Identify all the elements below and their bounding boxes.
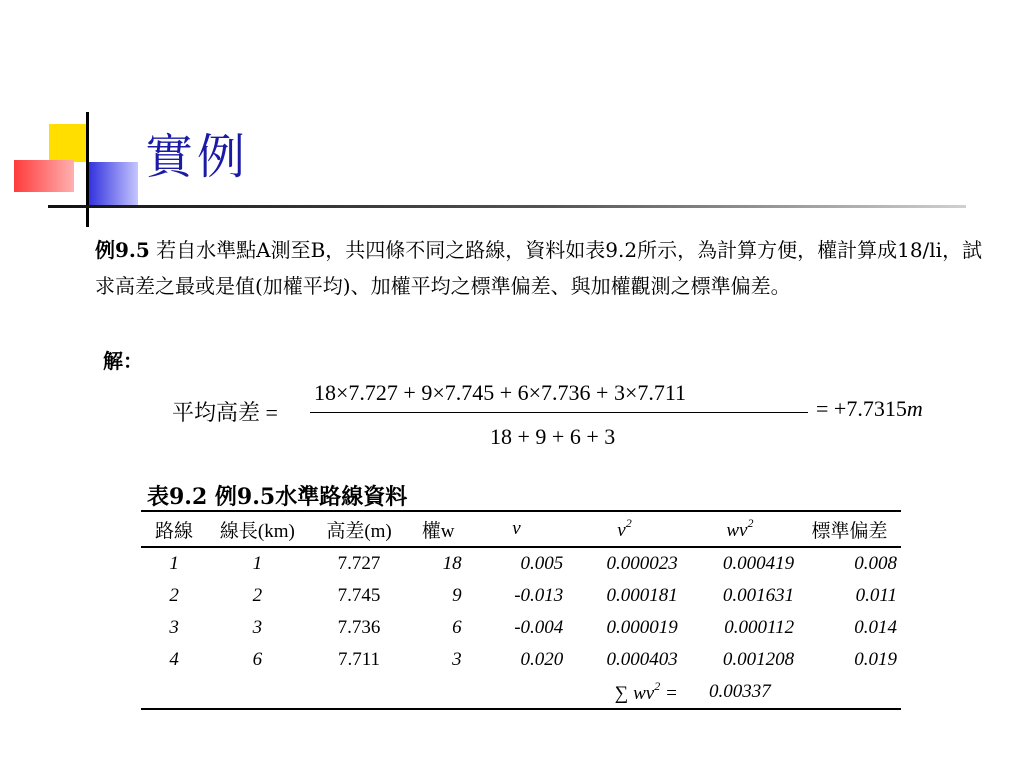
empty-cell	[141, 676, 207, 709]
formula-label: 平均高差 =	[172, 400, 278, 425]
cell-wv2: 0.000112	[724, 617, 795, 638]
cell-v2: 0.000023	[606, 553, 678, 574]
decor-yellow-square	[49, 124, 87, 162]
cell-length: 3	[252, 617, 263, 638]
cell-v2: 0.000019	[606, 617, 678, 638]
problem-text: 若自水準點A測至B，共四條不同之路線，資料如表9.2所示，為計算方便，權計算成18/li，試求高差之最或是值(加權平均)、加權平均之標準偏差、與加權觀測之標準偏差。	[95, 238, 983, 298]
header-length: 線長(km)	[207, 511, 308, 547]
formula-unit: m	[906, 396, 923, 421]
cell-std-dev: 0.019	[854, 649, 897, 670]
cell-v: 0.005	[520, 553, 564, 574]
cell-elev-diff: 7.736	[337, 617, 381, 638]
empty-cell	[466, 676, 568, 709]
table-sum-row	[141, 676, 901, 709]
table-row	[141, 644, 901, 676]
header-elev-diff: 高差(m)	[308, 511, 411, 547]
decor-vertical-line	[86, 112, 89, 227]
formula-denominator: 18 + 9 + 6 + 3	[490, 424, 616, 449]
cell-std-dev: 0.011	[855, 585, 897, 606]
header-weight: 權w	[410, 511, 465, 547]
table-header-row	[141, 511, 901, 547]
decor-blue-square	[86, 162, 138, 206]
sum-value: 0.00337	[682, 676, 798, 709]
title-underline	[48, 205, 966, 208]
formula-result-value: = +7.7315	[816, 396, 907, 421]
cell-weight: 3	[452, 649, 462, 670]
table-row	[141, 547, 901, 580]
cell-elev-diff: 7.745	[337, 585, 381, 606]
cell-length: 1	[252, 553, 263, 574]
cell-wv2: 0.001631	[722, 585, 795, 606]
header-wv2: $wv^2$	[682, 511, 798, 547]
solution-label: 解：	[103, 349, 143, 373]
empty-cell	[207, 676, 308, 709]
formula-result	[816, 396, 923, 422]
cell-v2: 0.000181	[606, 585, 678, 606]
cell-route: 1	[169, 553, 179, 574]
empty-cell	[410, 676, 465, 709]
cell-route: 4	[169, 649, 179, 670]
empty-cell	[798, 676, 901, 709]
empty-cell	[308, 676, 411, 709]
table-caption: 表9.2 例9.5水準路線資料	[147, 484, 408, 510]
slide-title: 實例	[145, 129, 250, 185]
cell-v: -0.004	[514, 617, 564, 638]
header-v: v	[466, 511, 568, 547]
leveling-route-table	[141, 510, 901, 710]
cell-elev-diff: 7.711	[338, 649, 381, 670]
header-route: 路線	[141, 511, 207, 547]
table-row	[141, 580, 901, 612]
cell-wv2: 0.000419	[722, 553, 795, 574]
cell-length: 2	[252, 585, 263, 606]
cell-std-dev: 0.008	[854, 553, 897, 574]
cell-v2: 0.000403	[606, 649, 678, 670]
fraction-bar	[310, 412, 808, 413]
cell-length: 6	[252, 649, 263, 670]
cell-weight: 9	[452, 585, 462, 606]
cell-wv2: 0.001208	[722, 649, 795, 670]
header-v2: $v^2$	[567, 511, 682, 547]
cell-route: 2	[169, 585, 179, 606]
decor-red-square	[14, 160, 74, 192]
cell-v: -0.013	[514, 585, 564, 606]
cell-std-dev: 0.014	[854, 617, 897, 638]
cell-route: 3	[169, 617, 179, 638]
header-std-dev: 標準偏差	[798, 511, 901, 547]
cell-v: 0.020	[520, 649, 564, 670]
formula-numerator: 18×7.727 + 9×7.745 + 6×7.736 + 3×7.711	[314, 380, 687, 405]
cell-weight: 6	[452, 617, 462, 638]
cell-elev-diff: 7.727	[337, 553, 381, 574]
table-row	[141, 612, 901, 644]
cell-weight: 18	[442, 553, 462, 574]
problem-statement	[95, 232, 990, 304]
sum-label: ∑ $wv^2$ =	[567, 676, 682, 709]
example-label: 例9.5	[95, 238, 150, 262]
